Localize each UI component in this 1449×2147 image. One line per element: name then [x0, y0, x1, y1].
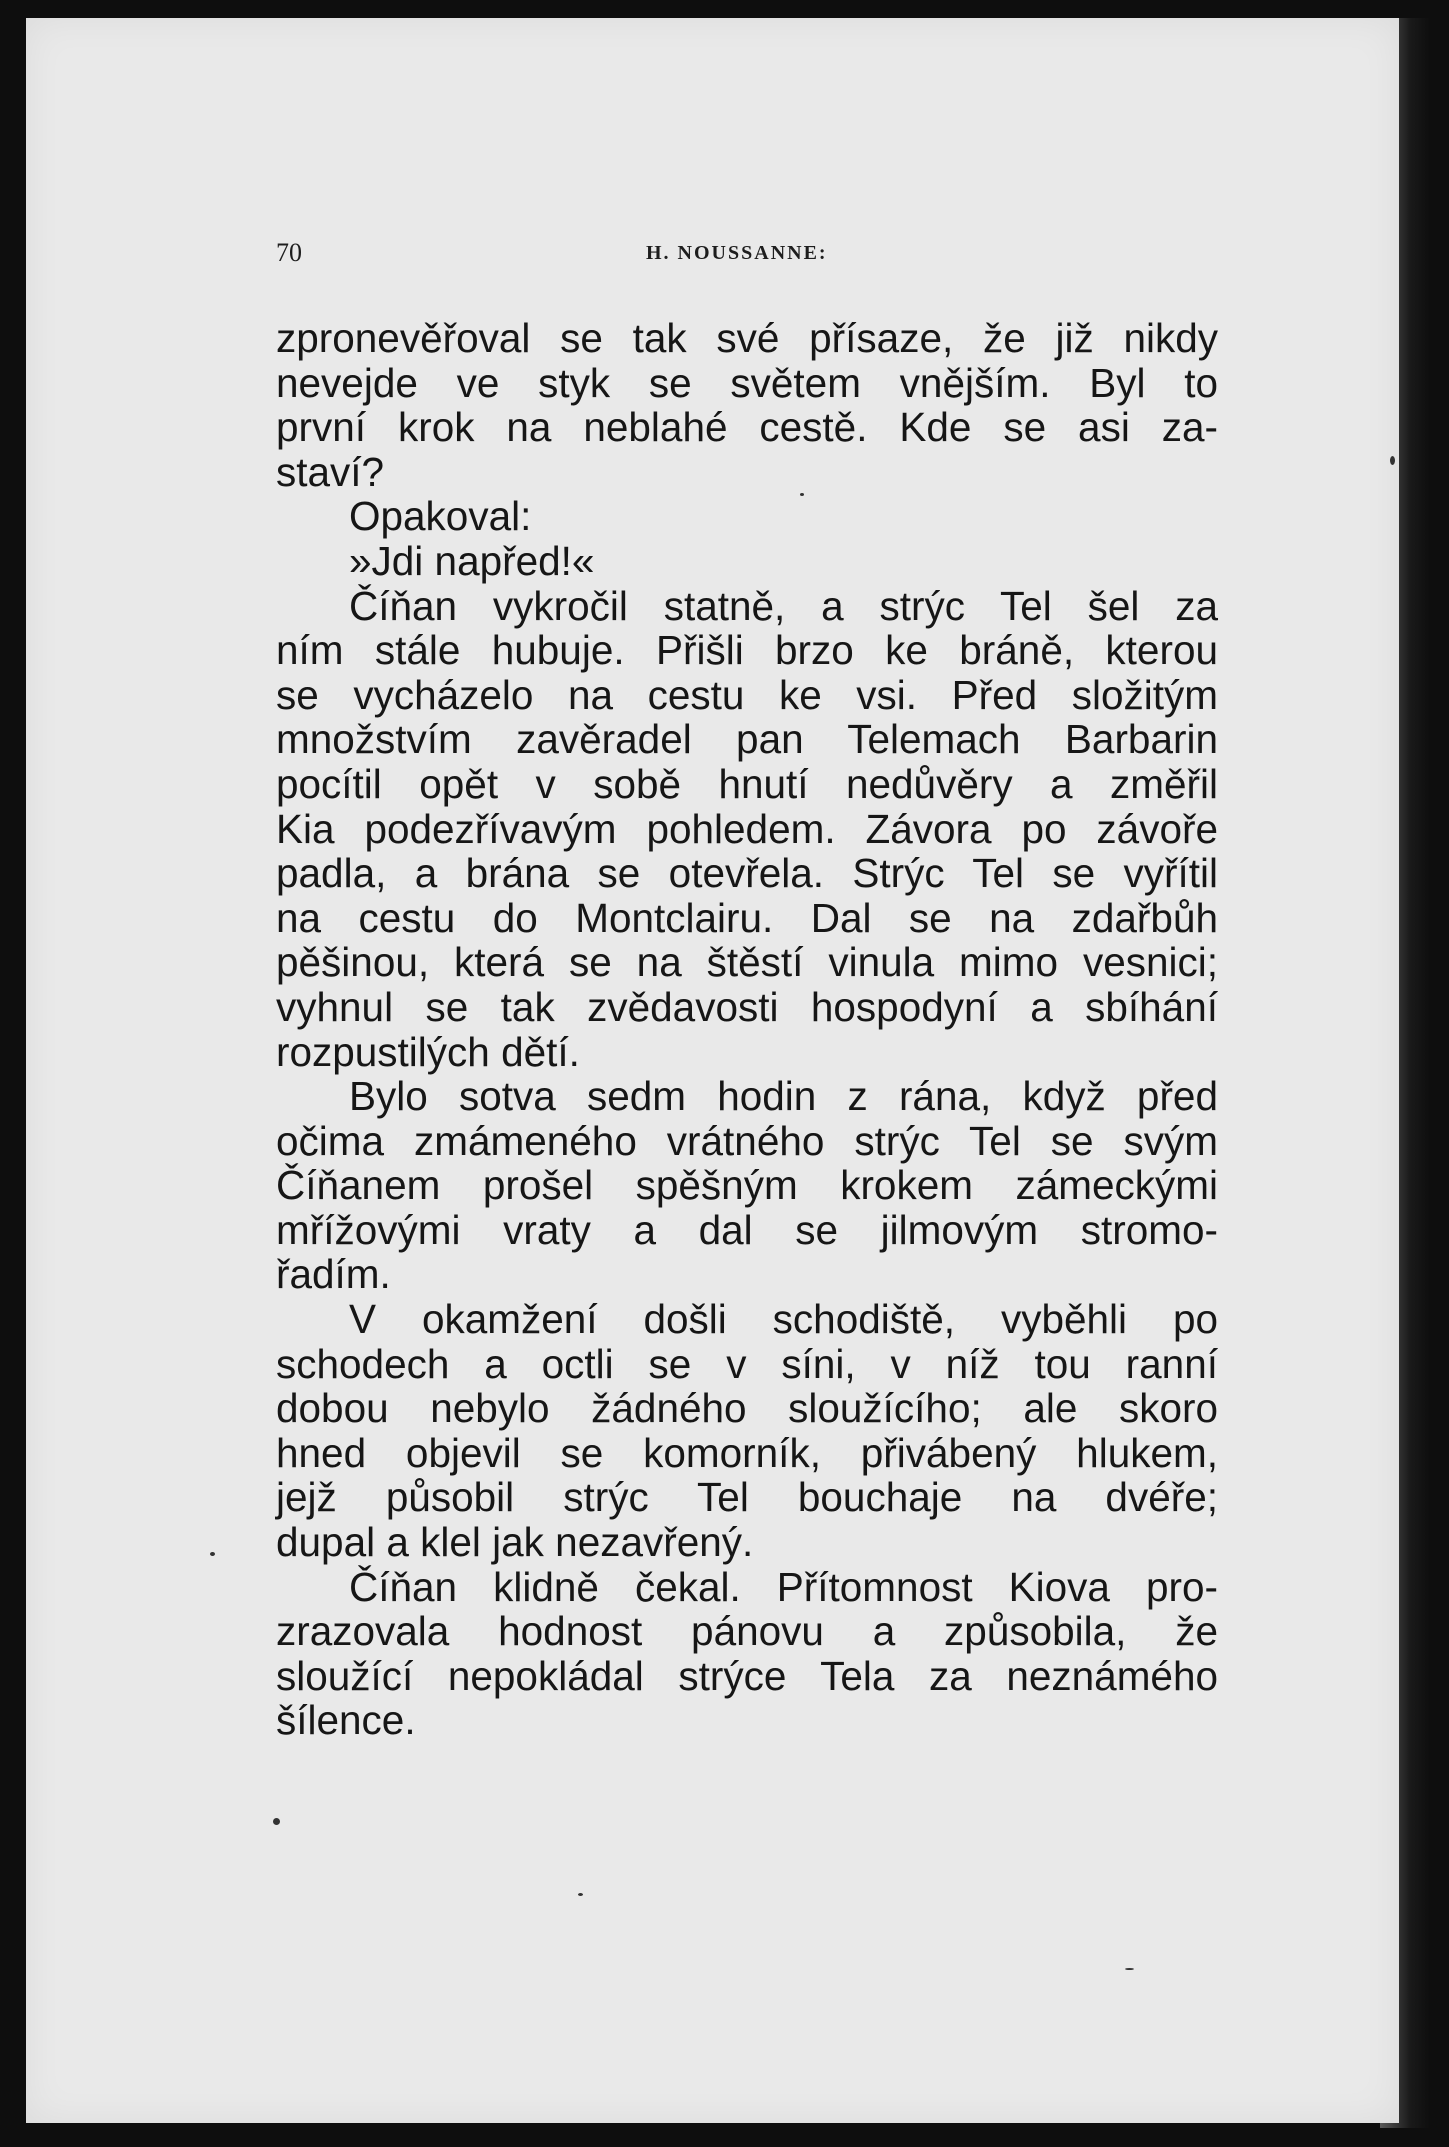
text-line: se vycházelo na cestu ke vsi. Před složitým: [276, 671, 1218, 718]
scan-speck: [210, 1552, 215, 1556]
text-line: Číňan vykročil statně, a strýc Tel šel za: [349, 582, 1218, 629]
text-line: zrazovala hodnost pánovu a způsobila, že: [276, 1608, 1218, 1655]
body-text: [276, 316, 1218, 1743]
text-line: jejž působil strýc Tel bouchaje na dvéře;: [276, 1474, 1218, 1521]
text-line: šílence.: [276, 1697, 416, 1744]
text-line: dupal a klel jak nezavřený.: [276, 1519, 754, 1566]
scan-speck: [1125, 1968, 1134, 1970]
text-line: pěšinou, která se na štěstí vinula mimo vesnici;: [276, 939, 1218, 986]
text-line: hned objevil se komorník, přivábený hlukem,: [276, 1429, 1218, 1476]
text-line: množstvím zavěradel pan Telemach Barbarin: [276, 716, 1218, 763]
scan-speck: [578, 1893, 583, 1896]
scan-speck: [273, 1818, 280, 1825]
text-line: nevejde ve styk se světem vnějším. Byl to: [276, 359, 1218, 406]
text-line: padla, a brána se otevřela. Strýc Tel se vyřítil: [276, 850, 1218, 897]
text-line: zpronevěřoval se tak své přísaze, že již nikdy: [276, 315, 1218, 361]
text-line: dobou nebylo žádného sloužícího; ale skoro: [276, 1385, 1218, 1432]
page-header: [276, 238, 1216, 268]
text-line: »Jdi napřed!«: [349, 537, 595, 584]
text-line: Číňanem prošel spěšným krokem zámeckými: [276, 1162, 1218, 1209]
text-line: schodech a octli se v síni, v níž tou ranní: [276, 1340, 1218, 1387]
running-head: H. NOUSSANNE:: [646, 242, 828, 264]
text-line: na cestu do Montclairu. Dal se na zdařbůh: [276, 894, 1218, 941]
text-line: rozpustilých dětí.: [276, 1028, 580, 1075]
text-line: Bylo sotva sedm hodin z rána, když před: [349, 1073, 1218, 1120]
text-line: sloužící nepokládal strýce Tela za neznámého: [276, 1652, 1218, 1699]
text-line: V okamžení došli schodiště, vyběhli po: [349, 1296, 1218, 1343]
text-line: Kia podezřívavým pohledem. Závora po závoře: [276, 805, 1218, 852]
text-line: Číňan klidně čekal. Přítomnost Kiova pro-: [349, 1563, 1218, 1610]
text-line: řadím.: [276, 1251, 391, 1298]
scan-speck: [800, 493, 804, 496]
page-number: 70: [276, 238, 302, 267]
text-line: Opakoval:: [349, 493, 532, 540]
text-line: vyhnul se tak zvědavosti hospodyní a sbíhání: [276, 983, 1218, 1030]
scan-speck: [1390, 456, 1395, 465]
text-line: první krok na neblahé cestě. Kde se asi za-: [276, 404, 1218, 451]
text-line: pocítil opět v sobě hnutí nedůvěry a změřil: [276, 760, 1218, 807]
text-line: mřížovými vraty a dal se jilmovým stromo-: [276, 1206, 1218, 1253]
text-line: ním stále hubuje. Přišli brzo ke bráně, kterou: [276, 627, 1218, 674]
text-line: očima zmámeného vrátného strýc Tel se svým: [276, 1117, 1218, 1164]
text-line: staví?: [276, 448, 385, 495]
